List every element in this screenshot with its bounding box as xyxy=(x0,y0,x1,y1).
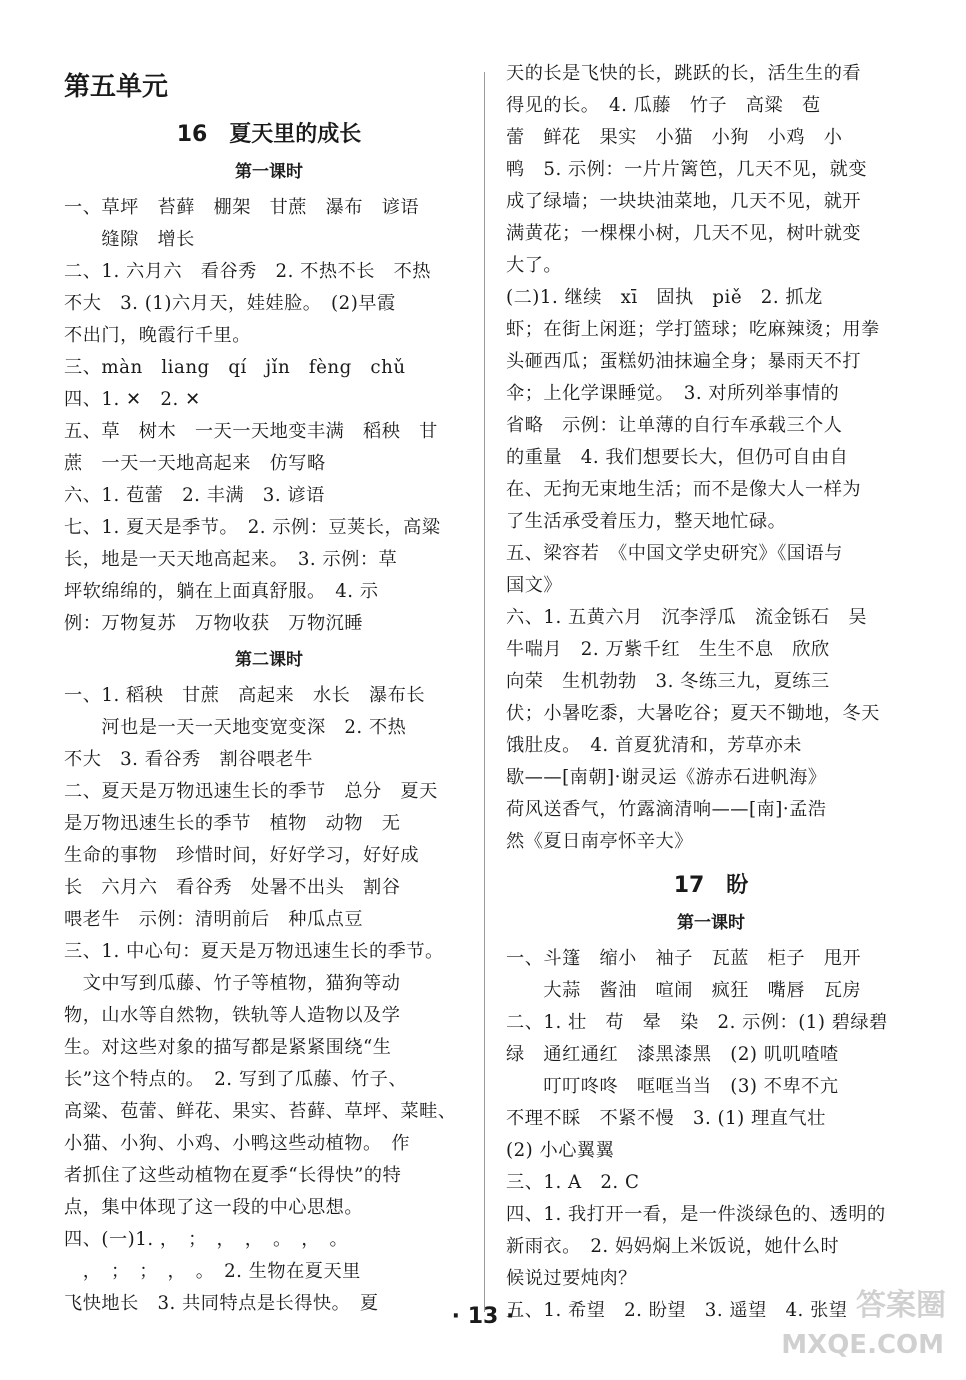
lesson-17-period-1-title: 第一课时 xyxy=(677,913,745,933)
answer-line: 五、草 树木 一天一天地变丰满 稻秧 甘 xyxy=(64,421,438,442)
answer-line: 得见的长。 4. 瓜藤 竹子 高粱 苞 xyxy=(506,95,821,116)
answer-line: 例：万物复苏 万物收获 万物沉睡 xyxy=(64,613,364,634)
answer-line: 不出门，晚霞行千里。 xyxy=(64,325,251,346)
answer-line: 牛喘月 2. 万紫千红 生生不息 欣欣 xyxy=(506,639,830,660)
answer-line: 坪软绵绵的，躺在上面真舒服。 4. 示 xyxy=(64,581,379,602)
answer-line: ， ； ； ， 。 2. 生物在夏天里 xyxy=(64,1261,361,1282)
lesson-17-title: 17 盼 xyxy=(673,873,749,898)
answer-line: 二、1. 六月六 看谷秀 2. 不热不长 不热 xyxy=(64,261,431,282)
answer-line: 在、无拘无束地生活；而不是像大人一样为 xyxy=(506,479,862,500)
answer-line: 高粱、苞蕾、鲜花、果实、苔藓、草坪、菜畦、 xyxy=(64,1101,457,1122)
answer-line: (2) 小心翼翼 xyxy=(506,1140,615,1161)
answer-line: 的重量 4. 我们想要长大，但仍可自由自 xyxy=(506,447,849,468)
answer-line: 向荣 生机勃勃 3. 冬练三九，夏练三 xyxy=(506,671,830,692)
right-column xyxy=(506,58,916,1327)
answer-line: 小猫、小狗、小鸡、小鸭这些动植物。 作 xyxy=(64,1133,410,1154)
lesson-16-title: 16 夏天里的成长 xyxy=(176,122,362,147)
answer-line: 是万物迅速生长的季节 植物 动物 无 xyxy=(64,813,401,834)
answer-line: 国文》 xyxy=(506,575,563,596)
answer-line: 飞快地长 3. 共同特点是长得快。 夏 xyxy=(64,1293,379,1314)
answer-line: 长”这个特点的。 2. 写到了瓜藤、竹子、 xyxy=(64,1069,408,1090)
answer-line: 绿 通红通红 漆黑漆黑 (2) 叽叽喳喳 xyxy=(506,1044,839,1065)
answer-line: 六、1. 苞蕾 2. 丰满 3. 谚语 xyxy=(64,485,325,506)
answer-line: 然《夏日南亭怀辛大》 xyxy=(506,831,693,852)
unit-title: 第五单元 xyxy=(64,72,169,102)
answer-line: 一、草坪 苔藓 棚架 甘蔗 瀑布 谚语 xyxy=(64,197,420,218)
answer-line: (二)1. 继续 xī 固执 piě 2. 抓龙 xyxy=(506,287,823,308)
answer-line: 四、1. ✕ 2. ✕ xyxy=(64,389,201,410)
answer-line: 天的长是飞快的长，跳跃的长，活生生的看 xyxy=(506,63,862,84)
answer-line: 三、1. 中心句：夏天是万物迅速生长的季节。 xyxy=(64,941,444,962)
answer-line: 三、màn liang qí jǐn fèng chǔ xyxy=(64,357,406,378)
answer-line: 四、1. 我打开一看，是一件淡绿色的、透明的 xyxy=(506,1204,886,1225)
answer-line: 不大 3. 看谷秀 割谷喂老牛 xyxy=(64,749,313,770)
answer-line: 大蒜 酱油 喧闹 疯狂 嘴唇 瓦房 xyxy=(506,980,862,1001)
answer-line: 虾；在街上闲逛；学打篮球；吃麻辣烫；用拳 xyxy=(506,319,880,340)
lesson-16-period-2-answers xyxy=(64,680,474,1320)
answer-line: 成了绿墙；一块块油菜地，几天不见，就开 xyxy=(506,191,862,212)
answer-line: 叮叮咚咚 哐哐当当 (3) 不卑不亢 xyxy=(506,1076,839,1097)
answer-line: 饿肚皮。 4. 首夏犹清和，芳草亦未 xyxy=(506,735,802,756)
answer-line: 不理不睬 不紧不慢 3. (1) 理直气壮 xyxy=(506,1108,826,1129)
answer-line: 荷风送香气，竹露滴清响——[南]·孟浩 xyxy=(506,799,827,820)
answer-line: 文中写到瓜藤、竹子等植物，猫狗等动 xyxy=(64,973,401,994)
answer-line: 点，集中体现了这一段的中心思想。 xyxy=(64,1197,364,1218)
answer-line: 物，山水等自然物，铁轨等人造物以及学 xyxy=(64,1005,401,1026)
answer-line: 新雨衣。 2. 妈妈焖上米饭说，她什么时 xyxy=(506,1236,840,1257)
answer-line: 一、1. 稻秧 甘蔗 高起来 水长 瀑布长 xyxy=(64,685,426,706)
answer-line: 伏；小暑吃黍，大暑吃谷；夏天不锄地，冬天 xyxy=(506,703,880,724)
watermark-url: MXQE.COM xyxy=(781,1330,944,1360)
answer-line: 长 六月六 看谷秀 处暑不出头 割谷 xyxy=(64,877,401,898)
answer-line: 五、梁容若 《中国文学史研究》《国语与 xyxy=(506,543,843,564)
column-divider xyxy=(484,72,485,1312)
answer-line: 者抓住了这些动植物在夏季“长得快”的特 xyxy=(64,1165,402,1186)
answer-line: 满黄花；一棵棵小树，几天不见，树叶就变 xyxy=(506,223,862,244)
answer-line: 二、1. 壮 苟 晕 染 2. 示例：(1) 碧绿碧 xyxy=(506,1012,888,1033)
lesson-16-period-1-title: 第一课时 xyxy=(235,162,303,182)
answer-line: 四、(一)1. ， ； ， ， 。 ， 。 xyxy=(64,1229,349,1250)
left-column xyxy=(64,58,474,1320)
answer-line: 伞；上化学课睡觉。 3. 对所列举事情的 xyxy=(506,383,840,404)
watermark-logo: 答案圈 xyxy=(856,1288,946,1323)
answer-line: 蕾 鲜花 果实 小猫 小狗 小鸡 小 xyxy=(506,127,843,148)
answer-line: 一、斗篷 缩小 袖子 瓦蓝 柜子 甩开 xyxy=(506,948,862,969)
answer-line: 二、夏天是万物迅速生长的季节 总分 夏天 xyxy=(64,781,438,802)
answer-line: 候说过要炖肉？ xyxy=(506,1268,637,1289)
answer-line: 六、1. 五黄六月 沉李浮瓜 流金铄石 吴 xyxy=(506,607,868,628)
answer-line: 蔗 一天一天地高起来 仿写略 xyxy=(64,453,326,474)
lesson-17-period-1-answers xyxy=(506,943,916,1327)
answer-line: 省略 示例：让单薄的自行车承载三个人 xyxy=(506,415,843,436)
answer-line: 歇——[南朝]·谢灵运《游赤石进帆海》 xyxy=(506,767,827,788)
answer-line: 五、1. 希望 2. 盼望 3. 遥望 4. 张望 xyxy=(506,1300,848,1321)
answer-line: 三、1. A 2. C xyxy=(506,1172,640,1193)
answer-line: 生命的事物 珍惜时间，好好学习，好好成 xyxy=(64,845,420,866)
lesson-16-period-1-answers xyxy=(64,192,474,640)
answer-line: 缝隙 增长 xyxy=(64,229,195,250)
lesson-16-continued-answers xyxy=(506,58,916,858)
lesson-16-period-2-title: 第二课时 xyxy=(235,650,303,670)
answer-line: 长，地是一天天地高起来。 3. 示例：草 xyxy=(64,549,398,570)
page-number: · 13 · xyxy=(451,1304,515,1329)
answer-line: 生。对这些对象的描写都是紧紧围绕“生 xyxy=(64,1037,392,1058)
answer-line: 头砸西瓜；蛋糕奶油抹遍全身；暴雨天不打 xyxy=(506,351,862,372)
answer-line: 了生活承受着压力，整天地忙碌。 xyxy=(506,511,787,532)
answer-line: 喂老牛 示例：清明前后 种瓜点豆 xyxy=(64,909,364,930)
answer-line: 七、1. 夏天是季节。 2. 示例：豆荚长，高粱 xyxy=(64,517,441,538)
answer-line: 不大 3. (1)六月天，娃娃脸。 (2)早霞 xyxy=(64,293,396,314)
answer-line: 大了。 xyxy=(506,255,563,276)
answer-line: 鸭 5. 示例：一片片篱笆，几天不见，就变 xyxy=(506,159,868,180)
answer-line: 河也是一天一天地变宽变深 2. 不热 xyxy=(64,717,407,738)
